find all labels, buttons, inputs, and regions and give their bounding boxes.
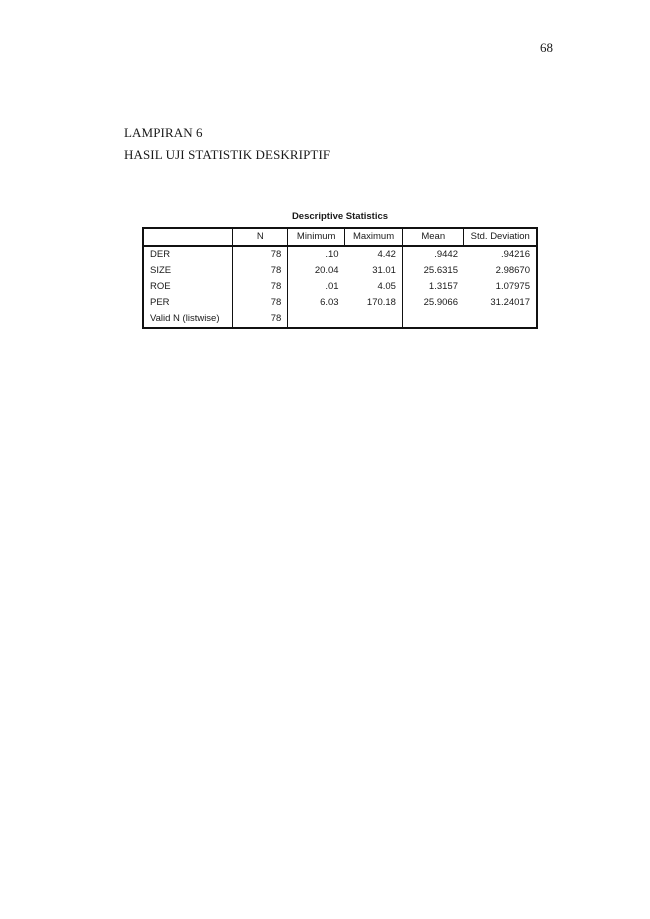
descriptive-statistics-table [142, 227, 538, 329]
cell-minimum: .10 [288, 246, 345, 263]
cell-minimum: 6.03 [288, 295, 345, 311]
table-row [143, 279, 537, 295]
cell-minimum [288, 311, 345, 328]
cell-maximum: 4.42 [377, 249, 396, 260]
table-row [143, 246, 537, 263]
cell-maximum: 4.05 [377, 281, 396, 292]
column-header-maximum: Maximum [345, 228, 403, 246]
cell-std-deviation [464, 311, 537, 328]
row-label: SIZE [150, 265, 172, 276]
row-label: PER [150, 297, 170, 308]
cell-std-deviation: 31.24017 [490, 297, 530, 308]
cell-n: 78 [233, 311, 288, 328]
table-title: Descriptive Statistics [291, 211, 389, 222]
cell-maximum: 31.01 [372, 265, 396, 276]
column-header-n: N [233, 228, 288, 246]
cell-n: 78 [233, 263, 288, 279]
column-header-mean: Mean [402, 228, 464, 246]
row-label: ROE [150, 281, 171, 292]
heading-line-1: LAMPIRAN 6 [124, 125, 203, 140]
heading-line-2: HASIL UJI STATISTIK DESKRIPTIF [124, 147, 331, 162]
row-label: Valid N (listwise) [150, 313, 220, 324]
cell-n: 78 [233, 246, 288, 263]
column-header-blank [143, 228, 233, 246]
row-label: DER [150, 249, 171, 260]
table-row [143, 311, 537, 328]
cell-std-deviation: 1.07975 [495, 281, 530, 292]
page-number: 68 [540, 40, 553, 55]
cell-n: 78 [233, 295, 288, 311]
column-header-minimum: Minimum [288, 228, 345, 246]
cell-mean: 25.6315 [402, 263, 464, 279]
cell-mean: 25.9066 [402, 295, 464, 311]
cell-std-deviation: .94216 [500, 249, 530, 260]
cell-mean: .9442 [402, 246, 464, 263]
cell-mean [402, 311, 464, 328]
cell-n: 78 [233, 279, 288, 295]
cell-minimum: .01 [288, 279, 345, 295]
table-row [143, 263, 537, 279]
table-header-row [143, 228, 537, 246]
table-row [143, 295, 537, 311]
cell-maximum [345, 311, 403, 328]
cell-maximum: 170.18 [366, 297, 396, 308]
cell-minimum: 20.04 [288, 263, 345, 279]
column-header-std-deviation: Std. Deviation [464, 228, 537, 246]
cell-std-deviation: 2.98670 [495, 265, 530, 276]
cell-mean: 1.3157 [402, 279, 464, 295]
